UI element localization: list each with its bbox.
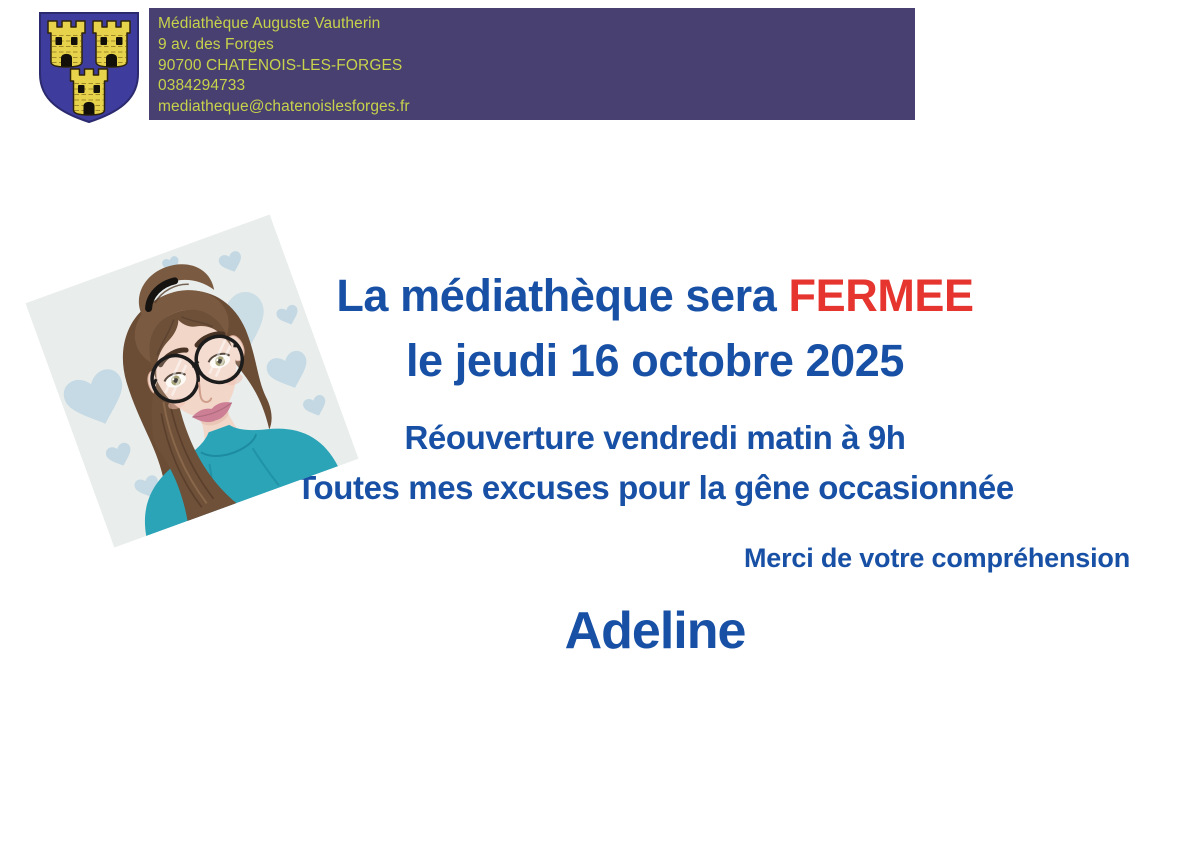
- closure-date: le jeudi 16 octobre 2025: [405, 335, 905, 386]
- thanks-text: Merci de votre compréhension: [743, 543, 1130, 573]
- closure-title-highlight: FERMEE: [788, 270, 974, 321]
- apology-text: Toutes mes excuses pour la gêne occasionnée: [296, 469, 1014, 506]
- signature: Adeline: [564, 602, 746, 660]
- coat-of-arms-icon: [35, 10, 143, 125]
- reopening-info: Réouverture vendredi matin à 9h: [404, 419, 906, 456]
- closure-title-text: La médiathèque sera: [336, 270, 789, 321]
- library-email: mediatheque@chatenoislesforges.fr: [158, 98, 410, 116]
- library-phone: 0384294733: [158, 77, 246, 95]
- library-city: 90700 CHATENOIS-LES-FORGES: [158, 56, 403, 74]
- library-contact-banner: [149, 8, 915, 120]
- coat-of-arms: [35, 10, 143, 125]
- library-street: 9 av. des Forges: [158, 35, 274, 53]
- library-name: Médiathèque Auguste Vautherin: [158, 15, 381, 32]
